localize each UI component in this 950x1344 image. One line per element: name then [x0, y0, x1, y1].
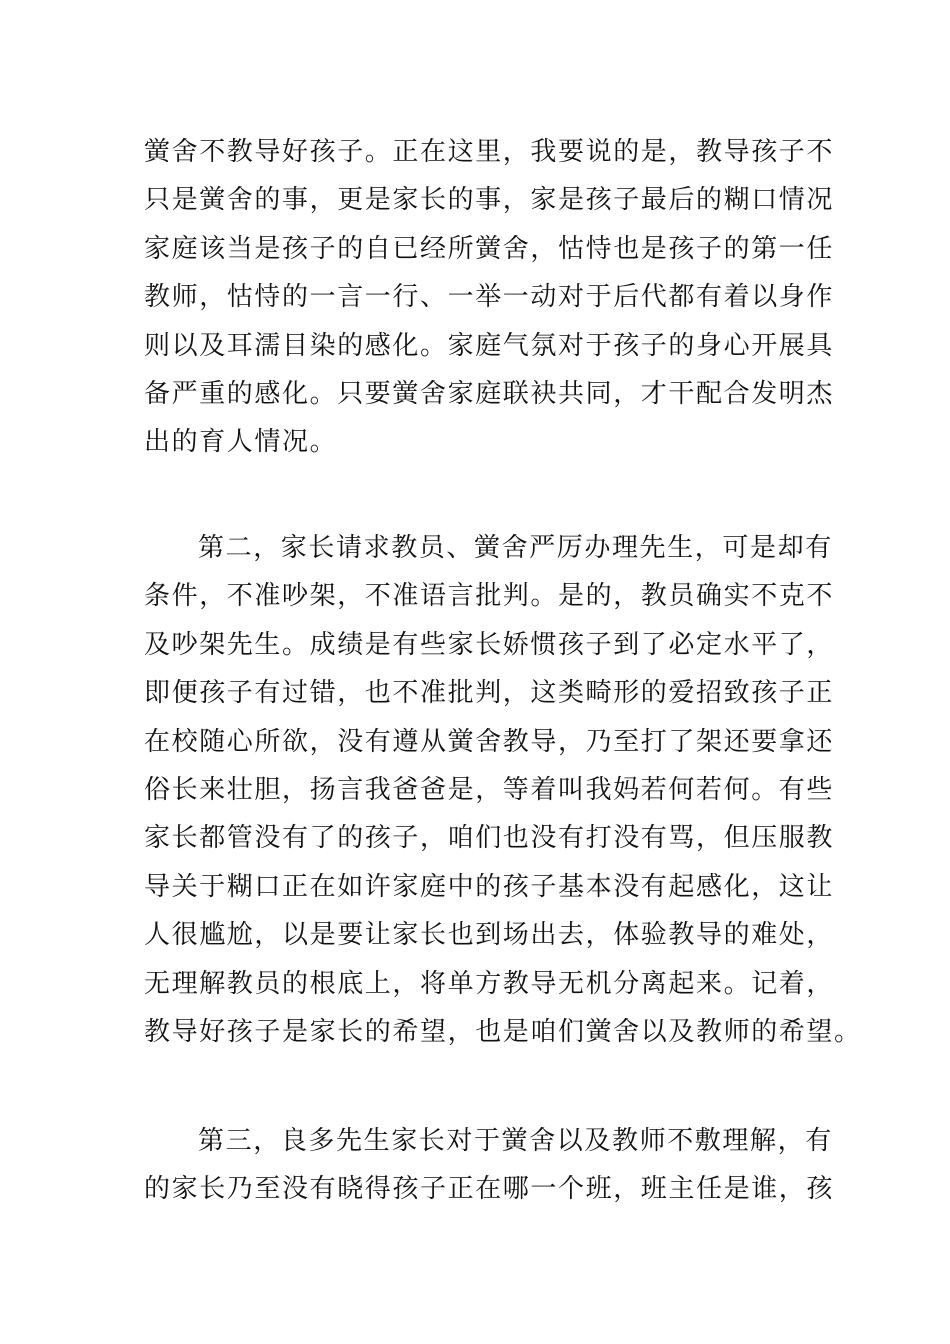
text-line: 则以及耳濡目染的感化。家庭气氛对于孩子的身心开展具: [144, 330, 835, 361]
text-line: 条件，不准吵架，不准语言批判。是的，教员确实不克不: [144, 581, 835, 612]
text-line: 即便孩子有过错，也不准批判，这类畸形的爱招致孩子正: [144, 678, 835, 709]
text-line: 家长都管没有了的孩子，咱们也没有打没有骂，但压服教: [144, 823, 835, 854]
text-line: 出的育人情况。: [144, 427, 338, 458]
text-line: 在校随心所欲，没有遵从黉舍教导，乃至打了架还要拿还: [144, 726, 835, 757]
text-line: 教师，怙恃的一言一行、一举一动对于后代都有着以身作: [144, 282, 835, 313]
text-line: 家庭该当是孩子的自已经所黉舍，怙恃也是孩子的第一任: [144, 233, 835, 264]
paragraph-3: [144, 1117, 835, 1214]
text-line: 无理解教员的根底上，将单方教导无机分离起来。记着，: [144, 968, 835, 999]
paragraph-2: [144, 524, 862, 1056]
text-line: 只是黉舍的事，更是家长的事，家是孩子最后的糊口情况: [144, 185, 835, 216]
text-line: 导关于糊口正在如许家庭中的孩子基本没有起感化，这让: [144, 871, 835, 902]
text-line: 备严重的感化。只要黉舍家庭联袂共同，才干配合发明杰: [144, 379, 835, 410]
text-line: 俗长来壮胆，扬言我爸爸是，等着叫我妈若何若何。有些: [144, 775, 835, 806]
paragraph-1: [144, 128, 835, 467]
text-line: 黉舍不教导好孩子。正在这里，我要说的是，教导孩子不: [144, 137, 835, 167]
text-line: 及吵架先生。成绩是有些家长娇惯孩子到了必定水平了，: [144, 629, 835, 660]
text-line: 的家长乃至没有晓得孩子正在哪一个班，班主任是谁，孩: [144, 1174, 835, 1205]
text-line-indented: 第三，良多先生家长对于黉舍以及教师不敷理解，有: [198, 1126, 833, 1156]
text-line-indented: 第二，家长请求教员、黉舍严厉办理先生，可是却有: [198, 533, 833, 563]
text-line: 教导好孩子是家长的希望，也是咱们黉舍以及教师的希望。: [144, 1017, 862, 1048]
text-line: 人很尴尬，以是要让家长也到场出去，体验教导的难处，: [144, 920, 835, 951]
